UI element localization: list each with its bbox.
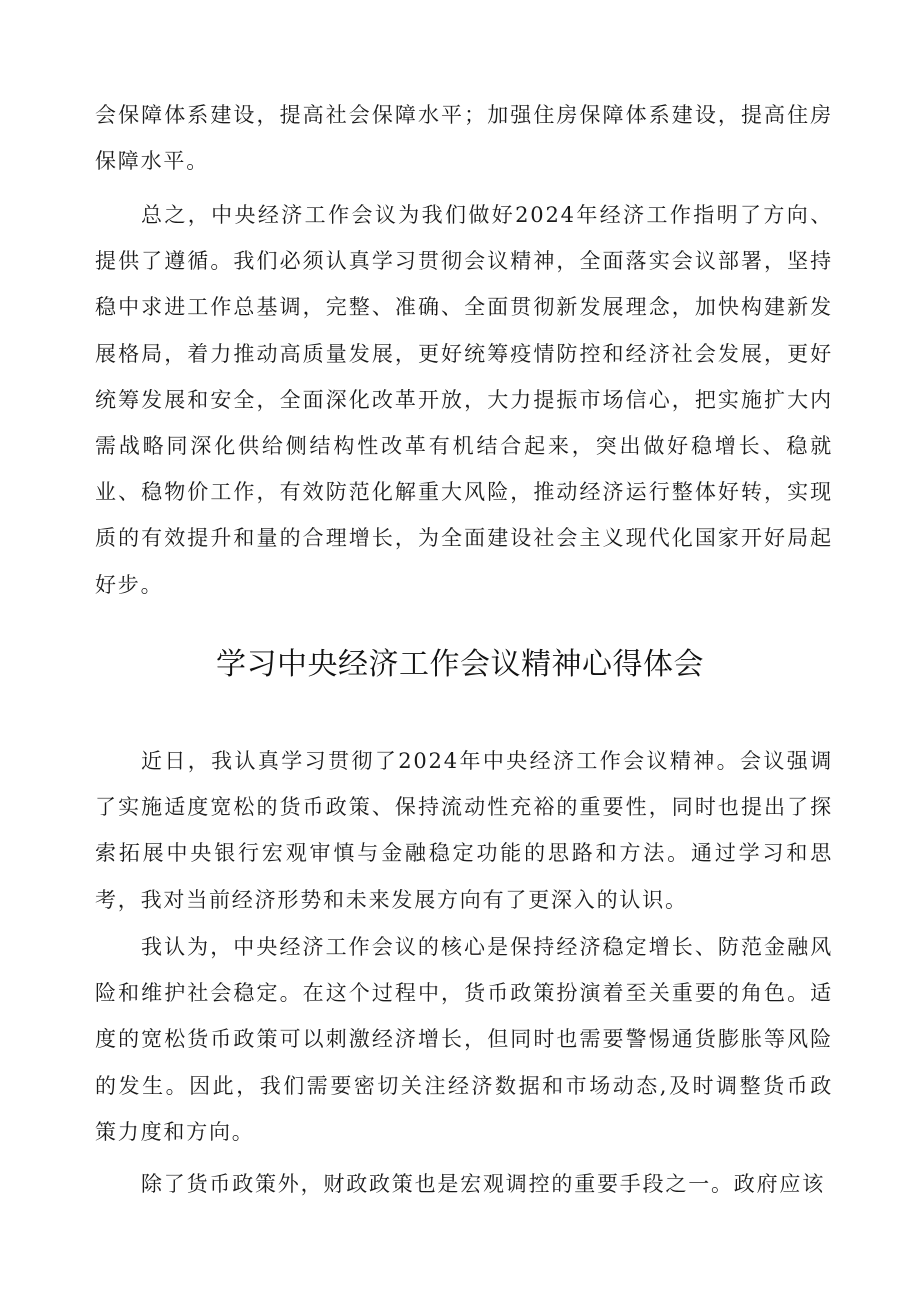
paragraph-continued: 会保障体系建设，提高社会保障水平；加强住房保障体系建设，提高住房保障水平。	[95, 103, 833, 174]
paragraph-core: 我认为，中央经济工作会议的核心是保持经济稳定增长、防范金融风险和维护社会稳定。在这个过程中，货币政策扮演着至关重要的角色。适度的宽松货币政策可以刺激经济增长，但同时也需要警惕通货膨胀等风险的发生。因此，我们需要密切关注经济数据和市场动态,及时调整货币政策力度和方向。	[95, 935, 833, 1144]
paragraph-intro: 近日，我认真学习贯彻了2024年中央经济工作会议精神。会议强调了实施适度宽松的货币政策、保持流动性充裕的重要性，同时也提出了探索拓展中央银行宏观审慎与金融稳定功能的思路和方法。通过学习和思考，我对当前经济形势和未来发展方向有了更深入的认识。	[95, 749, 833, 912]
article-heading: 学习中央经济工作会议精神心得体会	[216, 647, 704, 682]
paragraph-summary: 总之，中央经济工作会议为我们做好2024年经济工作指明了方向、提供了遵循。我们必须认真学习贯彻会议精神，全面落实会议部署，坚持稳中求进工作总基调，完整、准确、全面贯彻新发展理念，加快构建新发展格局，着力推动高质量发展，更好统筹疫情防控和经济社会发展，更好统筹发展和安全，全面深化改革开放，大力提振市场信心，把实施扩大内需战略同深化供给侧结构性改革有机结合起来，突出做好稳增长、稳就业、稳物价工作，有效防范化解重大风险，推动经济运行整体好转，实现质的有效提升和量的合理增长，为全面建设社会主义现代化国家开好局起好步。	[95, 203, 833, 597]
paragraph-fiscal: 除了货币政策外，财政政策也是宏观调控的重要手段之一。政府应该	[141, 1172, 825, 1196]
